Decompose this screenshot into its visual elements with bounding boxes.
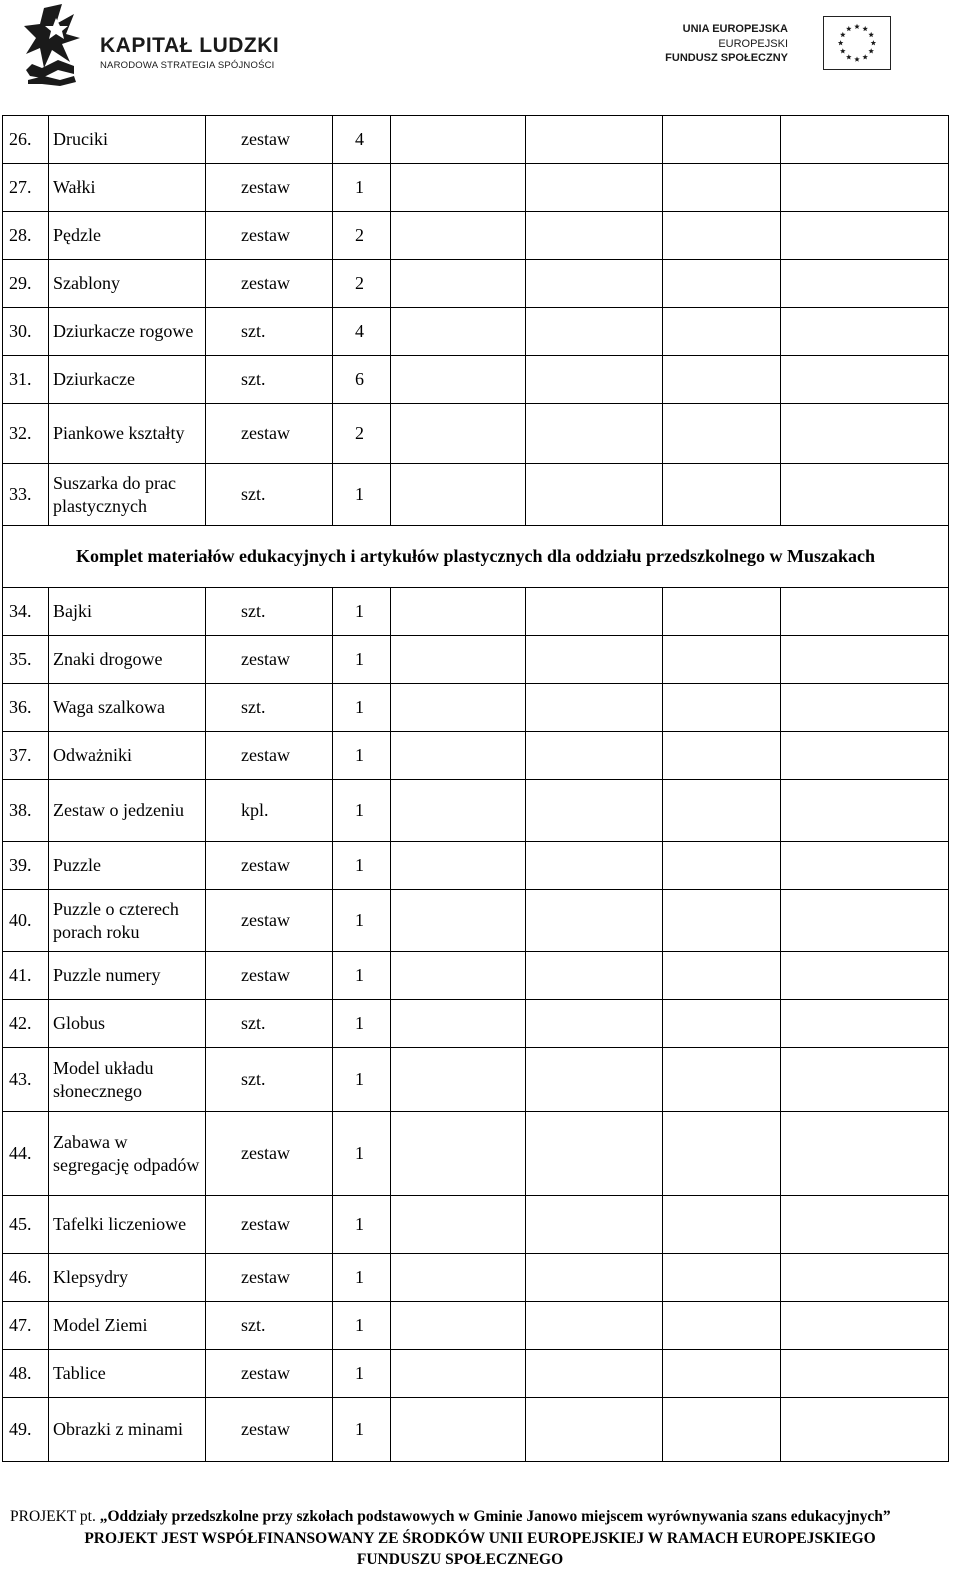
empty-cell [663,1302,781,1350]
item-quantity: 1 [333,1048,391,1112]
empty-cell [663,464,781,526]
section-title: Komplet materiałów edukacyjnych i artykułów plastycznych dla oddziału przedszkolnego w Muszakach [3,526,949,588]
item-unit: zestaw [206,636,333,684]
empty-cell [663,164,781,212]
item-number: 34. [3,588,49,636]
table-row [3,1350,949,1398]
item-unit: zestaw [206,732,333,780]
table-row [3,1048,949,1112]
empty-cell [391,842,526,890]
table-row [3,890,949,952]
item-name: Bajki [49,588,206,636]
empty-cell [526,116,663,164]
empty-cell [781,1350,949,1398]
table-row [3,1112,949,1196]
empty-cell [781,1398,949,1462]
eu-star-icon [868,48,873,53]
empty-cell [526,1254,663,1302]
item-number: 38. [3,780,49,842]
empty-cell [781,1196,949,1254]
table-row [3,464,949,526]
item-number: 39. [3,842,49,890]
empty-cell [526,588,663,636]
item-quantity: 1 [333,1254,391,1302]
item-quantity: 4 [333,116,391,164]
empty-cell [391,1350,526,1398]
empty-cell [391,164,526,212]
item-number: 29. [3,260,49,308]
item-unit: zestaw [206,1398,333,1462]
empty-cell [663,890,781,952]
empty-cell [663,356,781,404]
table-row [3,842,949,890]
eu-logo-line2: EUROPEJSKI [718,38,788,50]
item-quantity: 2 [333,260,391,308]
item-quantity: 1 [333,1302,391,1350]
empty-cell [663,732,781,780]
item-unit: zestaw [206,1196,333,1254]
empty-cell [781,842,949,890]
empty-cell [526,260,663,308]
table-row [3,308,949,356]
item-unit: zestaw [206,164,333,212]
item-quantity: 1 [333,1000,391,1048]
item-number: 47. [3,1302,49,1350]
item-quantity: 1 [333,684,391,732]
item-unit: szt. [206,308,333,356]
empty-cell [391,212,526,260]
empty-cell [526,890,663,952]
kapital-ludzki-emblem-icon [22,4,102,86]
empty-cell [663,1000,781,1048]
footer-fund-line: FUNDUSZU SPOŁECZNEGO [356,1551,564,1568]
empty-cell [526,732,663,780]
item-quantity: 1 [333,164,391,212]
empty-cell [391,116,526,164]
eu-logo [665,14,892,74]
item-unit: zestaw [206,404,333,464]
empty-cell [781,780,949,842]
empty-cell [391,1302,526,1350]
item-quantity: 2 [333,212,391,260]
item-number: 35. [3,636,49,684]
item-name: Zestaw o jedzeniu [49,780,206,842]
empty-cell [526,464,663,526]
item-number: 32. [3,404,49,464]
empty-cell [781,308,949,356]
item-quantity: 1 [333,1350,391,1398]
empty-cell [391,356,526,404]
item-number: 28. [3,212,49,260]
empty-cell [526,1048,663,1112]
item-name: Puzzle [49,842,206,890]
item-name: Druciki [49,116,206,164]
empty-cell [526,1196,663,1254]
table-row [3,1302,949,1350]
item-quantity: 4 [333,308,391,356]
eu-star-icon [868,32,873,37]
item-name: Klepsydry [49,1254,206,1302]
empty-cell [781,636,949,684]
empty-cell [391,588,526,636]
empty-cell [391,890,526,952]
item-name: Pędzle [49,212,206,260]
eu-star-icon [871,40,876,45]
item-name: Zabawa w segregację odpadów [49,1112,206,1196]
empty-cell [526,164,663,212]
empty-cell [781,212,949,260]
item-name: Szablony [49,260,206,308]
empty-cell [391,952,526,1000]
empty-cell [663,842,781,890]
item-quantity: 1 [333,636,391,684]
item-unit: zestaw [206,890,333,952]
eu-logo-line1: UNIA EUROPEJSKA [682,23,788,35]
footer-project-prefix: PROJEKT pt. [10,1508,100,1525]
item-name: Model Ziemi [49,1302,206,1350]
item-number: 26. [3,116,49,164]
item-quantity: 1 [333,780,391,842]
item-unit: szt. [206,684,333,732]
item-unit: szt. [206,588,333,636]
empty-cell [663,404,781,464]
item-unit: zestaw [206,842,333,890]
footer-cofinancing-line: PROJEKT JEST WSPÓŁFINANSOWANY ZE ŚRODKÓW UNII EUROPEJSKIEJ W RAMACH EUROPEJSKIEGO [84,1530,876,1547]
item-name: Wałki [49,164,206,212]
item-name: Puzzle o czterech porach roku [49,890,206,952]
empty-cell [781,164,949,212]
item-unit: szt. [206,1000,333,1048]
item-name: Suszarka do prac plastycznych [49,464,206,526]
table-row [3,164,949,212]
item-number: 46. [3,1254,49,1302]
empty-cell [663,1254,781,1302]
item-unit: kpl. [206,780,333,842]
empty-cell [663,1112,781,1196]
empty-cell [663,1398,781,1462]
item-number: 48. [3,1350,49,1398]
item-quantity: 1 [333,1112,391,1196]
table-row [3,404,949,464]
eu-star-icon [840,32,845,37]
empty-cell [526,952,663,1000]
table-row [3,212,949,260]
table-row [3,684,949,732]
table-row [3,356,949,404]
empty-cell [781,464,949,526]
empty-cell [391,684,526,732]
item-name: Dziurkacze [49,356,206,404]
item-number: 33. [3,464,49,526]
item-unit: zestaw [206,1254,333,1302]
item-quantity: 1 [333,842,391,890]
empty-cell [781,116,949,164]
items-table [2,115,949,1462]
empty-cell [781,260,949,308]
empty-cell [526,1350,663,1398]
item-name: Obrazki z minami [49,1398,206,1462]
kapital-ludzki-logo [22,4,302,86]
item-unit: zestaw [206,260,333,308]
eu-star-icon [846,26,851,31]
empty-cell [526,684,663,732]
item-name: Odważniki [49,732,206,780]
eu-flag-icon [823,16,891,70]
item-number: 37. [3,732,49,780]
empty-cell [663,636,781,684]
empty-cell [663,212,781,260]
empty-cell [526,780,663,842]
table-row [3,780,949,842]
item-quantity: 1 [333,732,391,780]
empty-cell [781,1254,949,1302]
item-unit: zestaw [206,1350,333,1398]
empty-cell [781,1048,949,1112]
item-quantity: 1 [333,1196,391,1254]
eu-star-icon [854,56,859,61]
empty-cell [391,1048,526,1112]
item-number: 43. [3,1048,49,1112]
footer-project-title: „Oddziały przedszkolne przy szkołach podstawowych w Gminie Janowo miejscem wyrównywania szans edukacyjnych” [99,1508,891,1525]
empty-cell [663,588,781,636]
logo-subtitle: NARODOWA STRATEGIA SPÓJNOŚCI [100,60,275,71]
empty-cell [663,780,781,842]
table-row [3,636,949,684]
item-name: Dziurkacze rogowe [49,308,206,356]
eu-star-icon [838,40,843,45]
empty-cell [663,1196,781,1254]
empty-cell [391,1000,526,1048]
empty-cell [781,1112,949,1196]
logo-title: KAPITAŁ LUDZKI [100,34,280,57]
empty-cell [391,308,526,356]
empty-cell [781,952,949,1000]
empty-cell [391,636,526,684]
item-unit: zestaw [206,952,333,1000]
empty-cell [391,1112,526,1196]
table-row [3,260,949,308]
item-unit: szt. [206,1302,333,1350]
empty-cell [526,1302,663,1350]
item-quantity: 1 [333,952,391,1000]
empty-cell [663,684,781,732]
empty-cell [781,1000,949,1048]
footer-project-line [10,1508,891,1526]
empty-cell [526,842,663,890]
empty-cell [391,780,526,842]
empty-cell [391,404,526,464]
table-row [3,116,949,164]
item-quantity: 1 [333,890,391,952]
empty-cell [391,1196,526,1254]
item-name: Model układu słonecznego [49,1048,206,1112]
item-number: 40. [3,890,49,952]
empty-cell [391,1254,526,1302]
eu-star-icon [846,54,851,59]
item-number: 36. [3,684,49,732]
empty-cell [663,260,781,308]
empty-cell [663,1350,781,1398]
empty-cell [391,732,526,780]
table-row [3,1000,949,1048]
eu-logo-line3: FUNDUSZ SPOŁECZNY [665,52,788,64]
empty-cell [391,464,526,526]
empty-cell [526,636,663,684]
eu-star-icon [862,26,867,31]
item-quantity: 1 [333,464,391,526]
item-number: 30. [3,308,49,356]
item-name: Piankowe kształty [49,404,206,464]
table-row [3,1196,949,1254]
item-number: 42. [3,1000,49,1048]
item-name: Globus [49,1000,206,1048]
empty-cell [663,308,781,356]
table-row [3,588,949,636]
empty-cell [781,356,949,404]
item-number: 27. [3,164,49,212]
empty-cell [781,404,949,464]
empty-cell [526,212,663,260]
item-number: 49. [3,1398,49,1462]
item-number: 44. [3,1112,49,1196]
empty-cell [526,308,663,356]
item-quantity: 2 [333,404,391,464]
item-unit: zestaw [206,212,333,260]
empty-cell [663,952,781,1000]
empty-cell [526,404,663,464]
table-row [3,1254,949,1302]
eu-star-icon [862,54,867,59]
item-name: Waga szalkowa [49,684,206,732]
empty-cell [781,890,949,952]
item-unit: zestaw [206,116,333,164]
table-row [3,732,949,780]
item-name: Tablice [49,1350,206,1398]
item-number: 41. [3,952,49,1000]
empty-cell [391,1398,526,1462]
item-quantity: 1 [333,1398,391,1462]
item-number: 31. [3,356,49,404]
empty-cell [391,260,526,308]
empty-cell [526,1398,663,1462]
empty-cell [781,732,949,780]
empty-cell [781,684,949,732]
empty-cell [526,356,663,404]
eu-star-icon [840,48,845,53]
item-unit: szt. [206,464,333,526]
empty-cell [663,116,781,164]
empty-cell [526,1112,663,1196]
table-row [3,952,949,1000]
item-unit: zestaw [206,1112,333,1196]
table-row [3,1398,949,1462]
item-name: Puzzle numery [49,952,206,1000]
empty-cell [663,1048,781,1112]
item-quantity: 6 [333,356,391,404]
item-name: Znaki drogowe [49,636,206,684]
item-quantity: 1 [333,588,391,636]
section-header-row [3,526,949,588]
eu-star-icon [854,24,859,29]
item-name: Tafelki liczeniowe [49,1196,206,1254]
empty-cell [781,588,949,636]
item-unit: szt. [206,1048,333,1112]
item-number: 45. [3,1196,49,1254]
empty-cell [781,1302,949,1350]
empty-cell [526,1000,663,1048]
item-unit: szt. [206,356,333,404]
